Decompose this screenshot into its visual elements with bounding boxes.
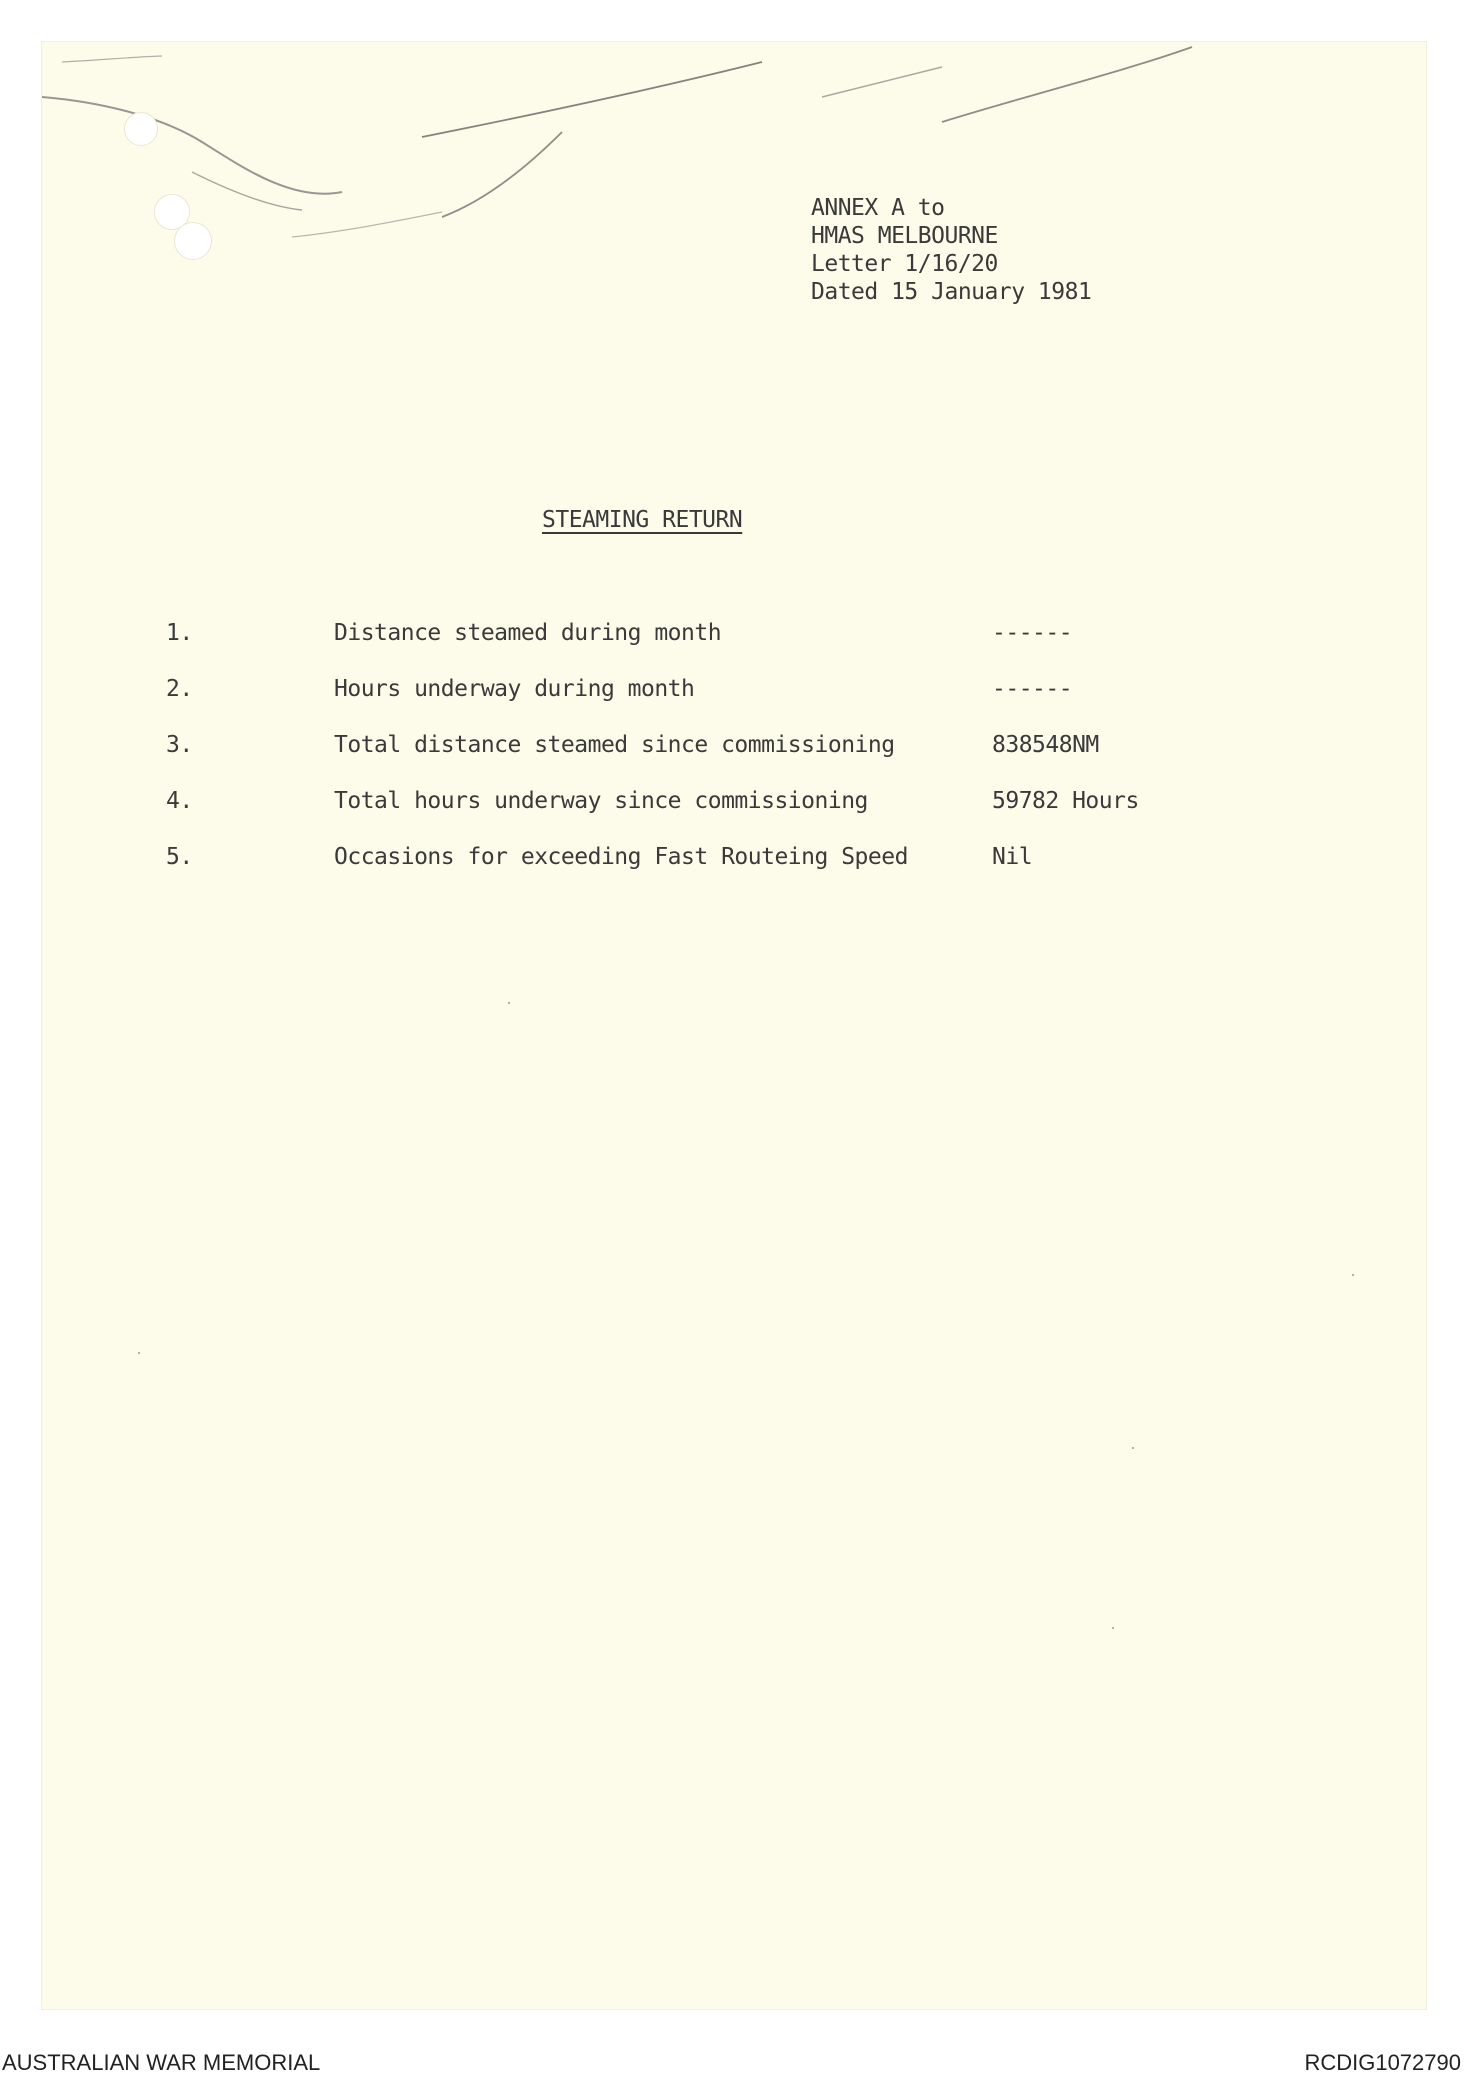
annex-reference-block (811, 194, 1091, 306)
punch-hole (124, 112, 158, 146)
item-description: Distance steamed during month (334, 620, 722, 646)
item-description: Occasions for exceeding Fast Routeing Speed (334, 844, 908, 870)
annex-line: Letter 1/16/20 (811, 251, 998, 277)
annex-date-line: Dated 15 January 1981 (811, 279, 1092, 305)
item-number: 5. (166, 844, 193, 870)
return-item-row (42, 844, 1426, 874)
item-value: ------ (992, 620, 1073, 646)
return-item-row (42, 620, 1426, 650)
item-description: Total hours underway since commissioning (334, 788, 868, 814)
item-number: 4. (166, 788, 193, 814)
paper-speck (138, 1352, 140, 1354)
record-identifier: RCDIG1072790 (1304, 2050, 1461, 2075)
punch-hole (174, 222, 212, 260)
paper-speck (1112, 1627, 1114, 1629)
item-value: 59782 Hours (992, 788, 1139, 814)
item-description: Hours underway during month (334, 676, 695, 702)
archive-credit: AUSTRALIAN WAR MEMORIAL (2, 2050, 321, 2075)
annex-line: HMAS MELBOURNE (811, 223, 998, 249)
paper-speck (1352, 1274, 1354, 1276)
item-number: 1. (166, 620, 193, 646)
annex-line: ANNEX A to (811, 195, 945, 221)
document-title: STEAMING RETURN (542, 507, 743, 533)
item-value: 838548NM (992, 732, 1099, 758)
return-item-row (42, 788, 1426, 818)
return-item-row (42, 732, 1426, 762)
item-number: 2. (166, 676, 193, 702)
item-value: ------ (992, 676, 1073, 702)
return-item-row (42, 676, 1426, 706)
item-description: Total distance steamed since commissioning (334, 732, 895, 758)
item-value: Nil (992, 844, 1033, 870)
document-sheet (42, 42, 1426, 2009)
item-number: 3. (166, 732, 193, 758)
paper-speck (1132, 1447, 1134, 1449)
paper-speck (508, 1002, 510, 1004)
pen-scribble-marks (42, 42, 1426, 302)
